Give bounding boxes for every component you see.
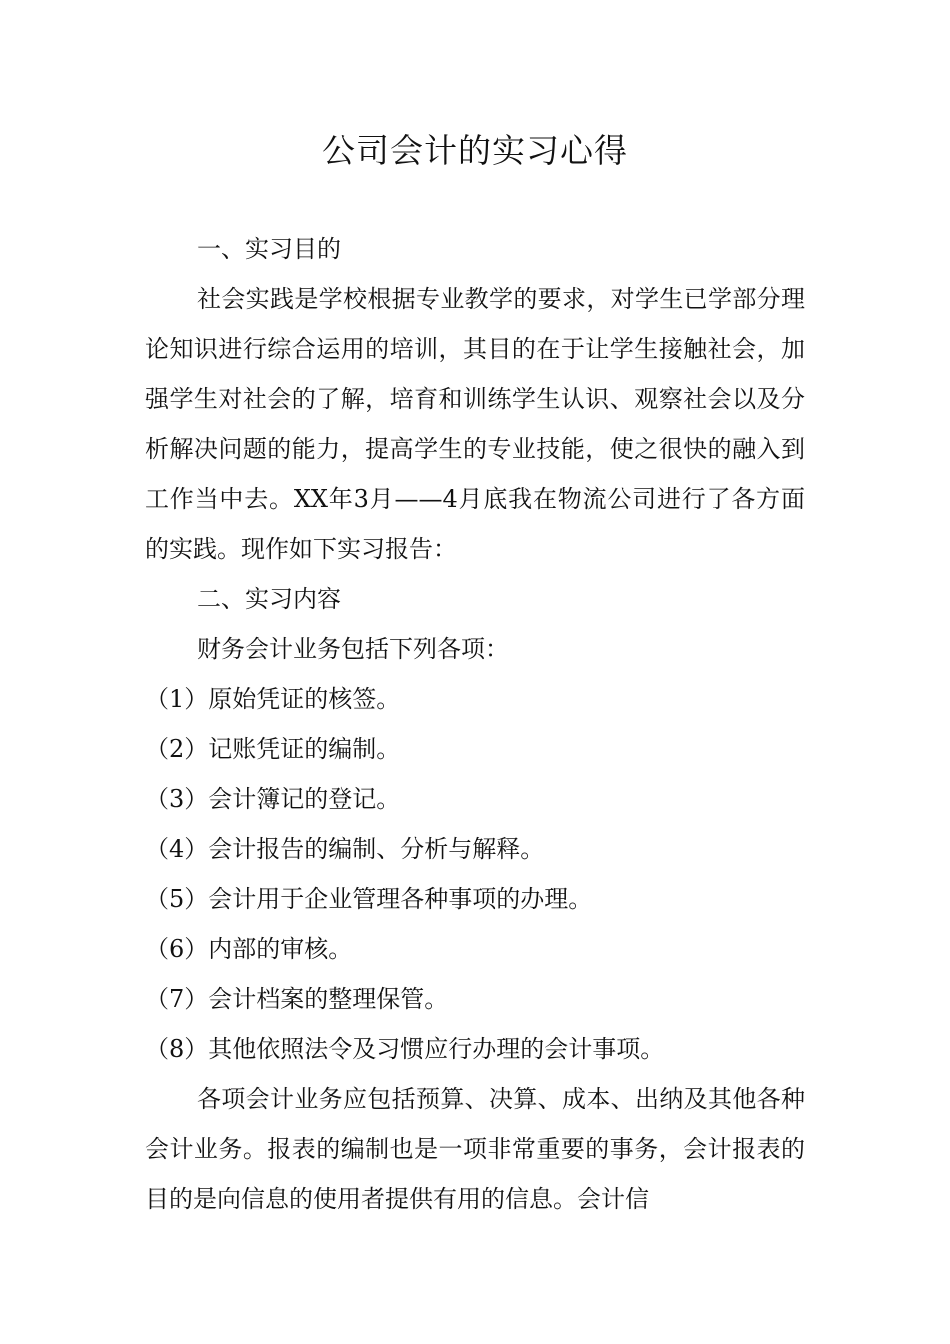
list-item: （2）记账凭证的编制。 (145, 735, 401, 763)
section-heading-purpose: 一、实习目的 (197, 235, 341, 263)
list-intro: 财务会计业务包括下列各项： (197, 635, 509, 663)
list-item: （5）会计用于企业管理各种事项的办理。 (145, 885, 593, 913)
paragraph-purpose: 社会实践是学校根据专业教学的要求，对学生已学部分理论知识进行综合运用的培训，其目的在于让学生接触社会，加强学生对社会的了解，培育和训练学生认识、观察社会以及分析解决问题的能力，提高学生的专业技能，使之很快的融入到工作当中去。XX年3月——4月底我在物流公司进行了各方面的实践。现作如下实习报告： (145, 285, 805, 563)
list-item: （6）内部的审核。 (145, 935, 353, 963)
list-item: （1）原始凭证的核签。 (145, 685, 401, 713)
list-item: （7）会计档案的整理保管。 (145, 985, 449, 1013)
document-body (145, 224, 805, 1224)
list-item: （8）其他依照法令及习惯应行办理的会计事项。 (145, 1035, 665, 1063)
list-item: （3）会计簿记的登记。 (145, 785, 401, 813)
paragraph-business: 各项会计业务应包括预算、决算、成本、出纳及其他各种会计业务。报表的编制也是一项非常重要的事务，会计报表的目的是向信息的使用者提供有用的信息。会计信 (145, 1085, 805, 1213)
section-heading-content: 二、实习内容 (197, 585, 341, 613)
page-title: 公司会计的实习心得 (322, 131, 628, 170)
list-item: （4）会计报告的编制、分析与解释。 (145, 835, 545, 863)
